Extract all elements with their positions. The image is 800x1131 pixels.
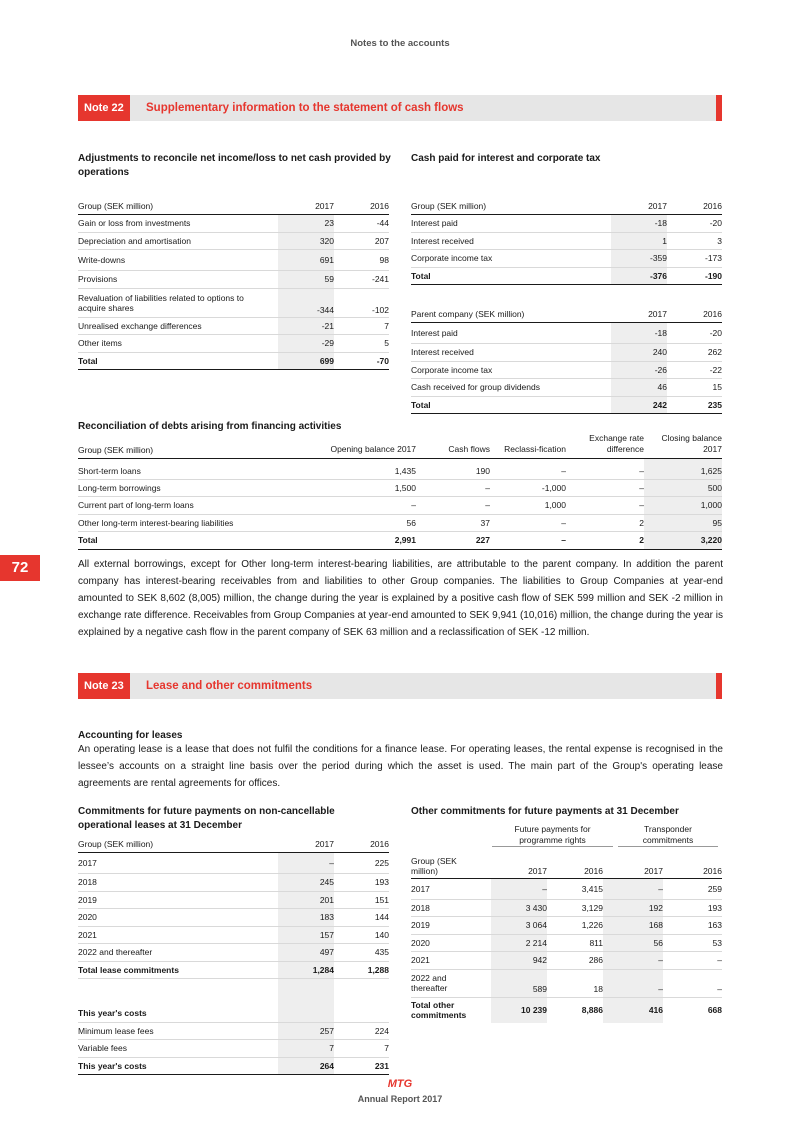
cell: –: [663, 952, 722, 970]
row-label: 2021: [411, 952, 491, 970]
table-row: [78, 1022, 389, 1040]
value-2017: -344: [278, 288, 334, 317]
cell: –: [490, 458, 566, 479]
value-2017: 245: [278, 874, 334, 892]
table-row: [411, 899, 722, 917]
row-label: Corporate income tax: [411, 361, 611, 379]
cell: 3,129: [547, 899, 603, 917]
col-header: Opening balance 2017: [322, 432, 416, 458]
cell: 37: [416, 514, 490, 532]
value-2016: 5: [334, 335, 389, 353]
table-row: [78, 497, 722, 515]
note-23-label: Note 23: [78, 673, 130, 699]
row-label: 2018: [411, 899, 491, 917]
spacer-row: [78, 979, 389, 1005]
value-2017: 1,284: [278, 961, 334, 979]
cell: 259: [663, 878, 722, 899]
table-row: [78, 215, 389, 233]
cell: 2: [566, 514, 644, 532]
row-label: Total: [411, 267, 611, 285]
page-header: Notes to the accounts: [350, 38, 450, 49]
value-2017: -29: [278, 335, 334, 353]
cell-closing: 95: [644, 514, 722, 532]
cell: -1,000: [490, 479, 566, 497]
col-header: Reclassi-fication: [490, 432, 566, 458]
costs-title-row: [78, 1005, 389, 1023]
cell: –: [603, 952, 663, 970]
table-row: [411, 323, 722, 344]
row-label: Other long-term interest-bearing liabilities: [78, 514, 322, 532]
col-header: 2017: [611, 197, 667, 215]
value-2016: -20: [667, 215, 722, 233]
borrowings-paragraph: All external borrowings, except for Other long-term interest-bearing liabilities, are attributable to the parent company. In addition the parent company has interest-bearing receivables from and liabilities to other Group companies. The liabilities to Group Companies at year-end amounted to SEK 8,602 (8,005) million, the change during the year is explained by a positive cash flow of SEK 599 million and SEK -2 million in exchange rate difference. Receivables from Group Companies at year-end amounted to SEK 9,941 (10,016) million, the change during the year is explained by a negative cash flow in the parent company of SEK 63 million and a reclassification of SEK -12 million.: [78, 559, 723, 638]
cell: 3,415: [547, 878, 603, 899]
col-header: 2017: [278, 835, 334, 853]
cash-paid-parent-table: [411, 305, 722, 414]
table-row: [411, 878, 722, 899]
cell: 18: [547, 969, 603, 997]
value-2017: 497: [278, 944, 334, 962]
value-2016: 235: [667, 396, 722, 414]
cell-closing: 500: [644, 479, 722, 497]
table-row: [411, 361, 722, 379]
row-label: Interest received: [411, 344, 611, 362]
row-label: Depreciation and amortisation: [78, 232, 278, 250]
cell: 190: [416, 458, 490, 479]
table-row: [411, 215, 722, 233]
cell: –: [566, 479, 644, 497]
value-2016: -173: [667, 250, 722, 268]
row-label: Minimum lease fees: [78, 1022, 278, 1040]
table-row: [411, 232, 722, 250]
row-label: Cash received for group dividends: [411, 379, 611, 397]
cell: 2 214: [491, 934, 547, 952]
lease-commitments-table: [78, 835, 389, 1075]
row-label: Total lease commitments: [78, 961, 278, 979]
total-row: [411, 997, 722, 1023]
cell: 3 430: [491, 899, 547, 917]
col-header: 2017: [278, 197, 334, 215]
cell: 53: [663, 934, 722, 952]
row-label: Total other commitments: [411, 997, 491, 1023]
note-bar-accent: [716, 673, 722, 699]
table-row: [78, 271, 389, 289]
value-2017: 691: [278, 250, 334, 271]
cell-closing: 1,625: [644, 458, 722, 479]
mtg-logo: MTG: [387, 1078, 413, 1090]
note-22-label: Note 22: [78, 95, 130, 121]
footer-text: Annual Report 2017: [357, 1094, 443, 1104]
table-row: [78, 335, 389, 353]
value-2016: 15: [667, 379, 722, 397]
cell-closing: 3,220: [644, 532, 722, 550]
row-label: 2020: [411, 934, 491, 952]
commitments-heading: Commitments for future payments on non-cancellable operational leases at 31 December: [78, 806, 335, 831]
row-label: Unrealised exchange differences: [78, 317, 278, 335]
col-header: 2016: [667, 197, 722, 215]
total-row: [78, 532, 722, 550]
cell: –: [490, 532, 566, 550]
table-row: [411, 952, 722, 970]
leases-paragraph: An operating lease is a lease that does not fulfil the conditions for a finance lease. For operating leases, the rental expense is recognised in the lessee’s accounts on a straight line basis over the period during which the asset is used. The main part of the Group's operating lease agreements are rental agreements for offices.: [78, 744, 723, 789]
row-label: Total: [78, 352, 278, 370]
col-header: 2016: [334, 835, 389, 853]
value-2016: 231: [334, 1057, 389, 1075]
col-header: Parent company (SEK million): [411, 305, 611, 323]
cell: –: [566, 458, 644, 479]
value-2017: 320: [278, 232, 334, 250]
cell: 227: [416, 532, 490, 550]
col-header: 2017: [611, 305, 667, 323]
adjustments-heading: Adjustments to reconcile net income/loss to net cash provided by operations: [78, 153, 391, 178]
cell: 1,500: [322, 479, 416, 497]
row-label: 2022 and thereafter: [78, 944, 278, 962]
value-2017: 242: [611, 396, 667, 414]
value-2016: 7: [334, 1040, 389, 1058]
value-2016: 224: [334, 1022, 389, 1040]
table-row: [411, 344, 722, 362]
value-2017: -376: [611, 267, 667, 285]
row-label: Other items: [78, 335, 278, 353]
cell: –: [490, 514, 566, 532]
total-row: [78, 961, 389, 979]
row-label: Interest paid: [411, 215, 611, 233]
value-2017: 699: [278, 352, 334, 370]
cell: 1,435: [322, 458, 416, 479]
row-label: 2017: [78, 853, 278, 874]
col-header: Group (SEK million): [411, 197, 611, 215]
value-2017: -26: [611, 361, 667, 379]
cash-paid-group-table: [411, 197, 722, 285]
value-2016: 1,288: [334, 961, 389, 979]
cell: –: [322, 497, 416, 515]
table-row: [78, 926, 389, 944]
transponder-group-header: Transponder commitments: [618, 824, 718, 847]
col-header: Closing balance 2017: [644, 432, 722, 458]
cell: –: [491, 878, 547, 899]
value-2016: -190: [667, 267, 722, 285]
other-commitments-heading: Other commitments for future payments at 31 December: [411, 806, 679, 817]
table-row: [78, 891, 389, 909]
value-2017: -359: [611, 250, 667, 268]
value-2016: 207: [334, 232, 389, 250]
row-label: Interest paid: [411, 323, 611, 344]
value-2017: 59: [278, 271, 334, 289]
cell: 2,991: [322, 532, 416, 550]
table-row: [411, 934, 722, 952]
row-label: 2017: [411, 878, 491, 899]
cell: 3 064: [491, 917, 547, 935]
note-bar-accent: [716, 95, 722, 121]
value-2017: -18: [611, 323, 667, 344]
value-2016: 193: [334, 874, 389, 892]
total-row: [411, 396, 722, 414]
row-label: Total: [78, 532, 322, 550]
col-header: Cash flows: [416, 432, 490, 458]
reconciliation-heading: Reconciliation of debts arising from financing activities: [78, 421, 342, 432]
cell: 668: [663, 997, 722, 1023]
row-label: 2018: [78, 874, 278, 892]
value-2016: 435: [334, 944, 389, 962]
col-header: 2016: [334, 197, 389, 215]
cell: –: [603, 878, 663, 899]
value-2016: -241: [334, 271, 389, 289]
cell: 942: [491, 952, 547, 970]
row-label: Interest received: [411, 232, 611, 250]
row-label: Long-term borrowings: [78, 479, 322, 497]
value-2017: 7: [278, 1040, 334, 1058]
other-commitments-table: [411, 851, 722, 1023]
leases-heading: Accounting for leases: [78, 730, 183, 741]
value-2016: -70: [334, 352, 389, 370]
cash-paid-heading: Cash paid for interest and corporate tax: [411, 153, 601, 164]
cell: –: [416, 497, 490, 515]
row-label: Revaluation of liabilities related to options to acquire shares: [78, 288, 278, 317]
row-label: 2020: [78, 909, 278, 927]
row-label: Corporate income tax: [411, 250, 611, 268]
total-row: [411, 267, 722, 285]
adjustments-table: [78, 197, 389, 370]
value-2017: 46: [611, 379, 667, 397]
value-2017: 240: [611, 344, 667, 362]
row-label: Total: [411, 396, 611, 414]
cell: 286: [547, 952, 603, 970]
row-label: 2022 and thereafter: [411, 969, 491, 997]
cell: 192: [603, 899, 663, 917]
table-row: [78, 458, 722, 479]
table-row: [411, 969, 722, 997]
col-header: Group (SEK million): [78, 432, 322, 458]
col-header: 2016: [663, 851, 722, 878]
row-label: This year's costs: [78, 1057, 278, 1075]
table-row: [78, 874, 389, 892]
col-header: 2016: [547, 851, 603, 878]
value-2016: 151: [334, 891, 389, 909]
value-2016: 98: [334, 250, 389, 271]
cell: –: [663, 969, 722, 997]
note-22-title: Supplementary information to the statement of cash flows: [146, 102, 464, 114]
table-row: [78, 479, 722, 497]
value-2016: -102: [334, 288, 389, 317]
cell: –: [566, 497, 644, 515]
note-23-bar: [78, 673, 722, 699]
table-row: [78, 232, 389, 250]
col-header: Exchange rate difference: [566, 432, 644, 458]
row-label: Variable fees: [78, 1040, 278, 1058]
row-label: Short-term loans: [78, 458, 322, 479]
table-row: [78, 317, 389, 335]
cell: –: [416, 479, 490, 497]
cell: 10 239: [491, 997, 547, 1023]
value-2016: -22: [667, 361, 722, 379]
value-2017: 201: [278, 891, 334, 909]
table-row: [78, 514, 722, 532]
cell: 163: [663, 917, 722, 935]
cell: 1,000: [490, 497, 566, 515]
col-header: Group (SEK million): [78, 197, 278, 215]
cell: 56: [603, 934, 663, 952]
row-label: 2019: [411, 917, 491, 935]
value-2017: -21: [278, 317, 334, 335]
programme-rights-group-header: Future payments for programme rights: [492, 824, 613, 847]
row-label: 2019: [78, 891, 278, 909]
total-row: [78, 352, 389, 370]
value-2017: 257: [278, 1022, 334, 1040]
cell: 168: [603, 917, 663, 935]
value-2016: 3: [667, 232, 722, 250]
table-row: [78, 909, 389, 927]
table-row: [78, 944, 389, 962]
value-2017: 183: [278, 909, 334, 927]
value-2017: –: [278, 853, 334, 874]
value-2017: 23: [278, 215, 334, 233]
cell: 1,226: [547, 917, 603, 935]
total-row: [78, 1057, 389, 1075]
col-header: 2017: [603, 851, 663, 878]
cell: 193: [663, 899, 722, 917]
value-2016: 262: [667, 344, 722, 362]
cell: 589: [491, 969, 547, 997]
cell: 56: [322, 514, 416, 532]
value-2017: 264: [278, 1057, 334, 1075]
table-row: [78, 250, 389, 271]
cell: 416: [603, 997, 663, 1023]
cell: –: [603, 969, 663, 997]
reconciliation-table: [78, 432, 722, 550]
row-label: Gain or loss from investments: [78, 215, 278, 233]
col-header: 2017: [491, 851, 547, 878]
value-2016: -44: [334, 215, 389, 233]
table-row: [78, 853, 389, 874]
value-2017: -18: [611, 215, 667, 233]
row-label: 2021: [78, 926, 278, 944]
table-row: [78, 1040, 389, 1058]
value-2016: 7: [334, 317, 389, 335]
value-2016: 144: [334, 909, 389, 927]
note-22-bar: [78, 95, 722, 121]
value-2016: 140: [334, 926, 389, 944]
row-label: Current part of long-term loans: [78, 497, 322, 515]
value-2017: 157: [278, 926, 334, 944]
value-2017: 1: [611, 232, 667, 250]
cell: 811: [547, 934, 603, 952]
table-row: [78, 288, 389, 317]
cell: 8,886: [547, 997, 603, 1023]
table-row: [411, 917, 722, 935]
cell-closing: 1,000: [644, 497, 722, 515]
col-header: 2016: [667, 305, 722, 323]
row-label: Provisions: [78, 271, 278, 289]
page-number: 72: [0, 555, 40, 581]
table-row: [411, 250, 722, 268]
table-row: [411, 379, 722, 397]
col-header: Group (SEK million): [78, 835, 278, 853]
col-header: Group (SEK million): [411, 851, 491, 878]
row-label: Write-downs: [78, 250, 278, 271]
note-23-title: Lease and other commitments: [146, 680, 313, 692]
value-2016: -20: [667, 323, 722, 344]
value-2016: 225: [334, 853, 389, 874]
cell: 2: [566, 532, 644, 550]
row-label: This year's costs: [78, 1005, 278, 1023]
